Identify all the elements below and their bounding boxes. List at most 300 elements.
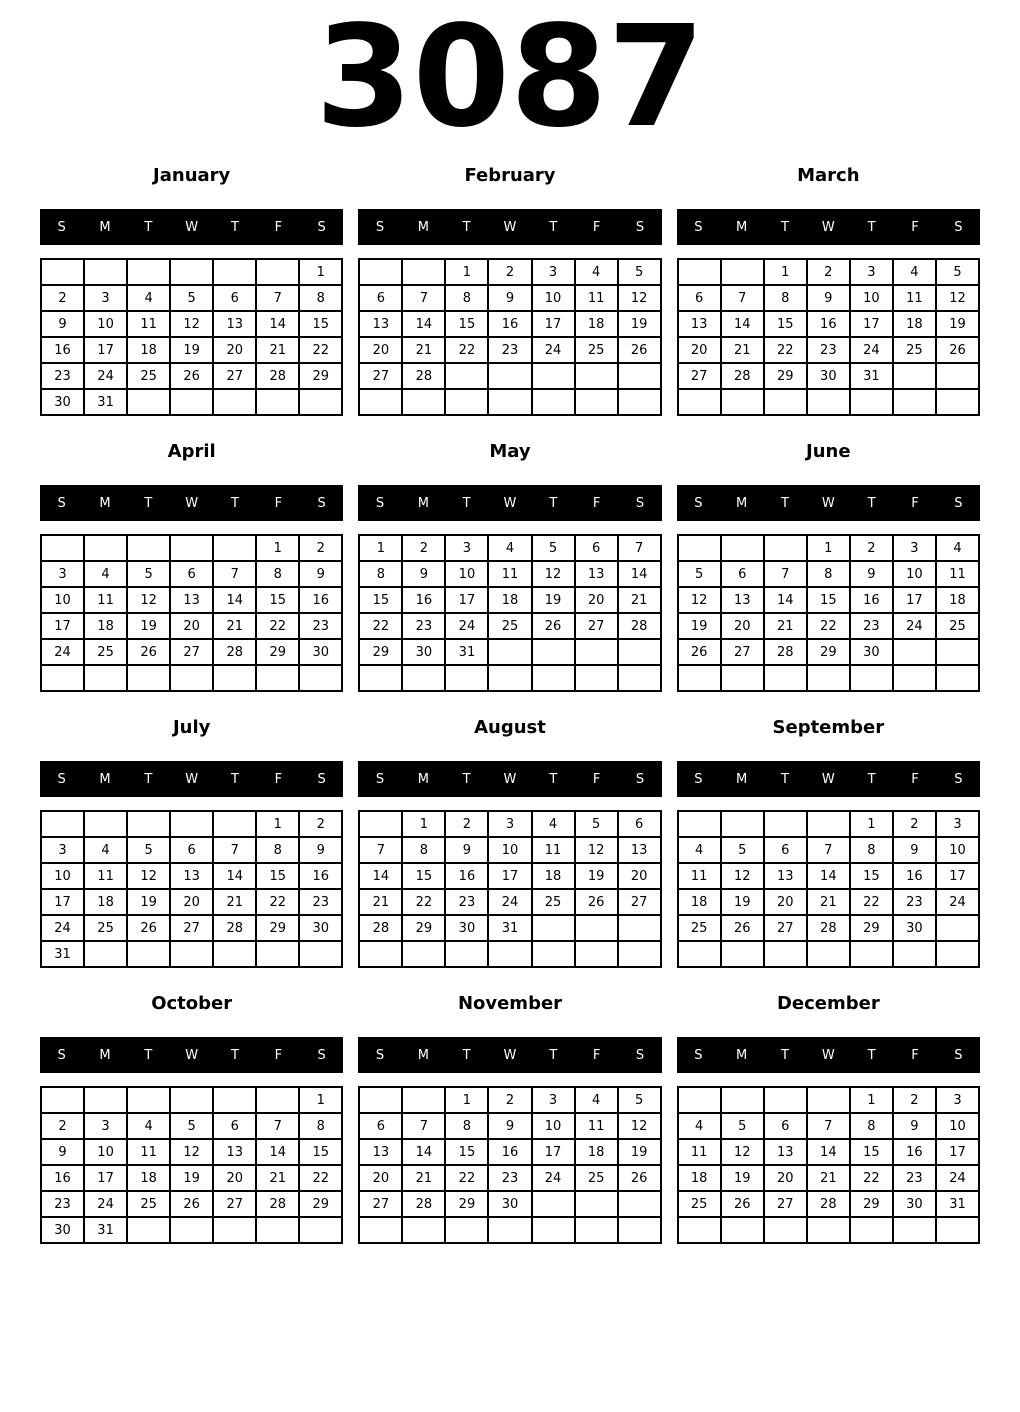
date-cell: 4 — [678, 837, 721, 863]
date-cell: 18 — [84, 613, 127, 639]
date-cell: 21 — [359, 889, 402, 915]
date-cell: 28 — [764, 639, 807, 665]
week-row — [678, 639, 979, 665]
date-cell: 20 — [213, 1165, 256, 1191]
empty-cell — [170, 811, 213, 837]
weekday-label: M — [99, 771, 111, 787]
date-cell: 28 — [256, 363, 299, 389]
date-cell: 1 — [256, 535, 299, 561]
week-row — [359, 1165, 660, 1191]
date-cell: 8 — [850, 1113, 893, 1139]
date-cell: 6 — [359, 285, 402, 311]
date-cell: 28 — [213, 915, 256, 941]
date-cell: 13 — [170, 863, 213, 889]
date-cell: 28 — [807, 1191, 850, 1217]
date-cell: 16 — [41, 1165, 84, 1191]
date-cell: 10 — [41, 863, 84, 889]
week-row — [41, 259, 342, 285]
date-cell: 8 — [807, 561, 850, 587]
date-cell: 9 — [41, 311, 84, 337]
date-cell: 24 — [850, 337, 893, 363]
date-cell: 3 — [84, 1113, 127, 1139]
week-row — [41, 363, 342, 389]
date-cell: 27 — [575, 613, 618, 639]
week-row — [678, 837, 979, 863]
date-cell: 7 — [807, 837, 850, 863]
empty-cell — [488, 389, 531, 415]
date-cell: 15 — [445, 1139, 488, 1165]
weekday-label: T — [462, 1047, 471, 1063]
date-cell: 19 — [618, 311, 661, 337]
weekday-label: F — [592, 771, 601, 787]
empty-cell — [532, 1217, 575, 1243]
date-cell: 26 — [721, 915, 764, 941]
date-cell: 18 — [893, 311, 936, 337]
date-cell: 20 — [678, 337, 721, 363]
date-cell: 16 — [299, 587, 342, 613]
date-cell: 21 — [256, 337, 299, 363]
date-cell: 13 — [618, 837, 661, 863]
month-october — [40, 994, 343, 1244]
date-cell: 29 — [807, 639, 850, 665]
date-cell: 29 — [764, 363, 807, 389]
weekday-label: F — [911, 771, 919, 787]
month-title: August — [474, 717, 546, 738]
empty-cell — [764, 535, 807, 561]
date-cell: 18 — [84, 889, 127, 915]
weekday-label: T — [231, 219, 239, 235]
date-cell: 23 — [807, 337, 850, 363]
empty-cell — [532, 363, 575, 389]
date-cell: 14 — [721, 311, 764, 337]
date-cell: 28 — [618, 613, 661, 639]
date-cell: 23 — [893, 1165, 936, 1191]
empty-cell — [532, 665, 575, 691]
date-cell: 24 — [532, 1165, 575, 1191]
date-cell: 7 — [618, 535, 661, 561]
date-cell: 2 — [850, 535, 893, 561]
date-cell: 18 — [127, 1165, 170, 1191]
date-cell: 14 — [402, 1139, 445, 1165]
date-cell: 20 — [575, 587, 618, 613]
empty-cell — [721, 259, 764, 285]
empty-cell — [936, 363, 979, 389]
weekday-label: F — [274, 771, 283, 787]
date-cell: 23 — [299, 613, 342, 639]
weekday-label: S — [954, 495, 963, 511]
empty-cell — [618, 363, 661, 389]
date-cell: 11 — [575, 1113, 618, 1139]
week-row — [359, 837, 660, 863]
date-cell: 25 — [84, 639, 127, 665]
date-cell: 16 — [850, 587, 893, 613]
date-cell: 25 — [84, 915, 127, 941]
month-february — [358, 166, 661, 416]
date-cell: 27 — [764, 915, 807, 941]
month-title: June — [806, 441, 851, 462]
weekday-label: S — [694, 495, 703, 511]
date-cell: 31 — [850, 363, 893, 389]
date-cell: 13 — [764, 1139, 807, 1165]
date-cell: 1 — [764, 259, 807, 285]
date-cell: 15 — [299, 311, 342, 337]
date-cell: 24 — [41, 639, 84, 665]
month-april — [40, 442, 343, 692]
date-cell: 10 — [893, 561, 936, 587]
date-cell: 17 — [41, 613, 84, 639]
date-cell: 4 — [127, 285, 170, 311]
date-cell: 8 — [445, 285, 488, 311]
date-cell: 11 — [532, 837, 575, 863]
week-row — [41, 285, 342, 311]
date-cell: 19 — [127, 613, 170, 639]
date-grid — [40, 1086, 343, 1244]
date-cell: 18 — [678, 1165, 721, 1191]
date-cell: 29 — [850, 915, 893, 941]
date-cell: 6 — [213, 285, 256, 311]
date-cell: 11 — [84, 863, 127, 889]
empty-cell — [359, 389, 402, 415]
weekday-label: S — [57, 495, 66, 511]
date-cell: 1 — [850, 1087, 893, 1113]
date-cell: 21 — [807, 889, 850, 915]
weekday-header-row — [358, 485, 661, 521]
date-cell: 14 — [402, 311, 445, 337]
empty-cell — [127, 389, 170, 415]
empty-cell — [850, 665, 893, 691]
empty-cell — [445, 1217, 488, 1243]
empty-cell — [764, 665, 807, 691]
date-cell: 9 — [41, 1139, 84, 1165]
weekday-label: T — [231, 771, 239, 787]
date-cell: 27 — [213, 363, 256, 389]
date-cell: 24 — [893, 613, 936, 639]
date-cell: 18 — [575, 1139, 618, 1165]
date-cell: 21 — [807, 1165, 850, 1191]
date-cell: 28 — [807, 915, 850, 941]
date-cell: 2 — [488, 1087, 531, 1113]
weekday-label: S — [57, 219, 66, 235]
date-grid — [677, 534, 980, 692]
date-cell: 5 — [721, 1113, 764, 1139]
date-cell: 13 — [359, 1139, 402, 1165]
week-row — [359, 587, 660, 613]
weekday-label: W — [821, 1047, 835, 1063]
date-cell: 10 — [84, 1139, 127, 1165]
date-cell: 29 — [402, 915, 445, 941]
empty-cell — [256, 1217, 299, 1243]
date-cell: 11 — [575, 285, 618, 311]
date-cell: 14 — [807, 1139, 850, 1165]
date-cell: 15 — [764, 311, 807, 337]
date-cell: 3 — [936, 811, 979, 837]
date-cell: 22 — [445, 337, 488, 363]
date-cell: 8 — [402, 837, 445, 863]
date-cell: 30 — [893, 1191, 936, 1217]
weekday-label: W — [503, 495, 517, 511]
date-grid — [358, 810, 661, 968]
date-cell: 17 — [41, 889, 84, 915]
weekday-header-row — [358, 209, 661, 245]
date-cell: 28 — [256, 1191, 299, 1217]
date-cell: 1 — [256, 811, 299, 837]
empty-cell — [575, 1191, 618, 1217]
date-cell: 16 — [41, 337, 84, 363]
week-row — [678, 1087, 979, 1113]
weekday-label: F — [274, 1047, 283, 1063]
week-row — [41, 389, 342, 415]
weekday-label: M — [736, 495, 748, 511]
empty-cell — [532, 1191, 575, 1217]
week-row — [359, 337, 660, 363]
weekday-label: W — [503, 771, 517, 787]
week-row — [41, 561, 342, 587]
weekday-label: T — [867, 495, 876, 511]
empty-cell — [127, 665, 170, 691]
date-cell: 28 — [359, 915, 402, 941]
week-row — [678, 1113, 979, 1139]
weekday-label: T — [144, 219, 153, 235]
date-cell: 22 — [807, 613, 850, 639]
date-cell: 9 — [850, 561, 893, 587]
empty-cell — [532, 639, 575, 665]
weekday-label: F — [274, 495, 283, 511]
weekday-label: T — [781, 1047, 789, 1063]
empty-cell — [299, 665, 342, 691]
date-cell: 2 — [488, 259, 531, 285]
month-title: January — [153, 165, 231, 186]
date-cell: 11 — [893, 285, 936, 311]
date-cell: 15 — [850, 863, 893, 889]
weekday-label: M — [99, 219, 111, 235]
weekday-label: M — [99, 495, 111, 511]
empty-cell — [127, 811, 170, 837]
empty-cell — [256, 389, 299, 415]
date-cell: 5 — [721, 837, 764, 863]
weekday-label: T — [549, 219, 558, 235]
date-cell: 3 — [84, 285, 127, 311]
date-cell: 11 — [84, 587, 127, 613]
weekday-label: S — [57, 771, 66, 787]
date-cell: 5 — [170, 285, 213, 311]
date-grid — [358, 1086, 661, 1244]
week-row — [359, 665, 660, 691]
date-cell: 30 — [41, 389, 84, 415]
empty-cell — [618, 1217, 661, 1243]
empty-cell — [402, 665, 445, 691]
weekday-label: T — [144, 771, 153, 787]
date-cell: 19 — [170, 1165, 213, 1191]
weekday-label: S — [317, 771, 326, 787]
week-row — [41, 613, 342, 639]
date-cell: 3 — [488, 811, 531, 837]
month-title: February — [464, 165, 556, 186]
date-cell: 15 — [445, 311, 488, 337]
date-cell: 12 — [678, 587, 721, 613]
date-cell: 16 — [488, 1139, 531, 1165]
date-cell: 6 — [678, 285, 721, 311]
date-cell: 22 — [299, 1165, 342, 1191]
week-row — [678, 285, 979, 311]
month-january — [40, 166, 343, 416]
weekday-label: S — [375, 219, 385, 235]
date-cell: 30 — [488, 1191, 531, 1217]
empty-cell — [402, 1217, 445, 1243]
date-cell: 12 — [127, 587, 170, 613]
week-row — [678, 587, 979, 613]
empty-cell — [213, 811, 256, 837]
empty-cell — [488, 941, 531, 967]
empty-cell — [41, 665, 84, 691]
date-cell: 1 — [445, 259, 488, 285]
week-row — [359, 863, 660, 889]
weekday-label: T — [549, 495, 558, 511]
date-cell: 26 — [127, 639, 170, 665]
date-cell: 23 — [850, 613, 893, 639]
date-cell: 22 — [402, 889, 445, 915]
weekday-label: T — [462, 495, 471, 511]
date-cell: 30 — [402, 639, 445, 665]
date-cell: 4 — [84, 837, 127, 863]
date-cell: 10 — [532, 1113, 575, 1139]
weekday-label: M — [736, 1047, 748, 1063]
empty-cell — [807, 1087, 850, 1113]
weekday-header-row — [40, 1037, 343, 1073]
date-cell: 20 — [170, 613, 213, 639]
date-cell: 10 — [936, 1113, 979, 1139]
empty-cell — [721, 1087, 764, 1113]
empty-cell — [532, 941, 575, 967]
week-row — [41, 941, 342, 967]
empty-cell — [721, 1217, 764, 1243]
weekday-label: W — [503, 219, 517, 235]
week-row — [41, 1217, 342, 1243]
week-row — [41, 1139, 342, 1165]
weekday-label: M — [417, 219, 429, 235]
date-cell: 29 — [850, 1191, 893, 1217]
date-cell: 6 — [170, 561, 213, 587]
date-cell: 22 — [764, 337, 807, 363]
weekday-label: S — [375, 495, 385, 511]
empty-cell — [618, 915, 661, 941]
empty-cell — [532, 915, 575, 941]
empty-cell — [575, 389, 618, 415]
date-cell: 29 — [256, 639, 299, 665]
empty-cell — [127, 1087, 170, 1113]
empty-cell — [575, 665, 618, 691]
date-cell: 8 — [764, 285, 807, 311]
week-row — [41, 665, 342, 691]
date-cell: 14 — [213, 863, 256, 889]
date-cell: 9 — [893, 837, 936, 863]
weekday-label: T — [462, 219, 471, 235]
date-cell: 23 — [893, 889, 936, 915]
date-cell: 20 — [359, 1165, 402, 1191]
empty-cell — [170, 1087, 213, 1113]
date-cell: 13 — [359, 311, 402, 337]
date-cell: 9 — [402, 561, 445, 587]
empty-cell — [359, 941, 402, 967]
weekday-label: T — [144, 1047, 153, 1063]
empty-cell — [402, 1087, 445, 1113]
date-cell: 23 — [488, 337, 531, 363]
empty-cell — [936, 665, 979, 691]
week-row — [359, 889, 660, 915]
week-row — [678, 535, 979, 561]
date-cell: 19 — [532, 587, 575, 613]
empty-cell — [488, 665, 531, 691]
date-cell: 7 — [402, 285, 445, 311]
date-cell: 21 — [213, 889, 256, 915]
week-row — [359, 1191, 660, 1217]
empty-cell — [893, 665, 936, 691]
date-cell: 26 — [127, 915, 170, 941]
weekday-label: S — [954, 1047, 963, 1063]
month-june — [677, 442, 980, 692]
empty-cell — [678, 1217, 721, 1243]
week-row — [359, 941, 660, 967]
date-cell: 12 — [127, 863, 170, 889]
weekday-label: S — [635, 1047, 645, 1063]
date-cell: 29 — [299, 363, 342, 389]
date-cell: 27 — [213, 1191, 256, 1217]
week-row — [41, 587, 342, 613]
empty-cell — [936, 941, 979, 967]
date-cell: 3 — [936, 1087, 979, 1113]
date-cell: 26 — [721, 1191, 764, 1217]
weekday-label: F — [592, 495, 601, 511]
date-cell: 14 — [256, 311, 299, 337]
date-cell: 26 — [575, 889, 618, 915]
weekday-label: M — [99, 1047, 111, 1063]
empty-cell — [618, 639, 661, 665]
week-row — [678, 259, 979, 285]
date-cell: 3 — [893, 535, 936, 561]
empty-cell — [445, 665, 488, 691]
date-cell: 31 — [84, 1217, 127, 1243]
empty-cell — [893, 941, 936, 967]
date-cell: 22 — [850, 1165, 893, 1191]
week-row — [41, 915, 342, 941]
empty-cell — [213, 259, 256, 285]
date-cell: 12 — [721, 1139, 764, 1165]
date-cell: 12 — [721, 863, 764, 889]
empty-cell — [893, 363, 936, 389]
weekday-label: T — [144, 495, 153, 511]
date-cell: 19 — [721, 889, 764, 915]
date-cell: 22 — [445, 1165, 488, 1191]
month-may — [358, 442, 661, 692]
date-cell: 1 — [299, 1087, 342, 1113]
week-row — [41, 837, 342, 863]
weekday-label: W — [821, 771, 835, 787]
date-cell: 3 — [445, 535, 488, 561]
empty-cell — [41, 535, 84, 561]
date-cell: 15 — [256, 863, 299, 889]
empty-cell — [618, 1191, 661, 1217]
date-cell: 17 — [936, 863, 979, 889]
date-cell: 18 — [127, 337, 170, 363]
date-cell: 20 — [170, 889, 213, 915]
date-cell: 21 — [256, 1165, 299, 1191]
date-cell: 27 — [359, 363, 402, 389]
calendar-grid — [0, 166, 1020, 1244]
date-cell: 28 — [721, 363, 764, 389]
weekday-header-row — [677, 761, 980, 797]
date-cell: 28 — [402, 363, 445, 389]
weekday-header-row — [358, 761, 661, 797]
week-row — [359, 1217, 660, 1243]
